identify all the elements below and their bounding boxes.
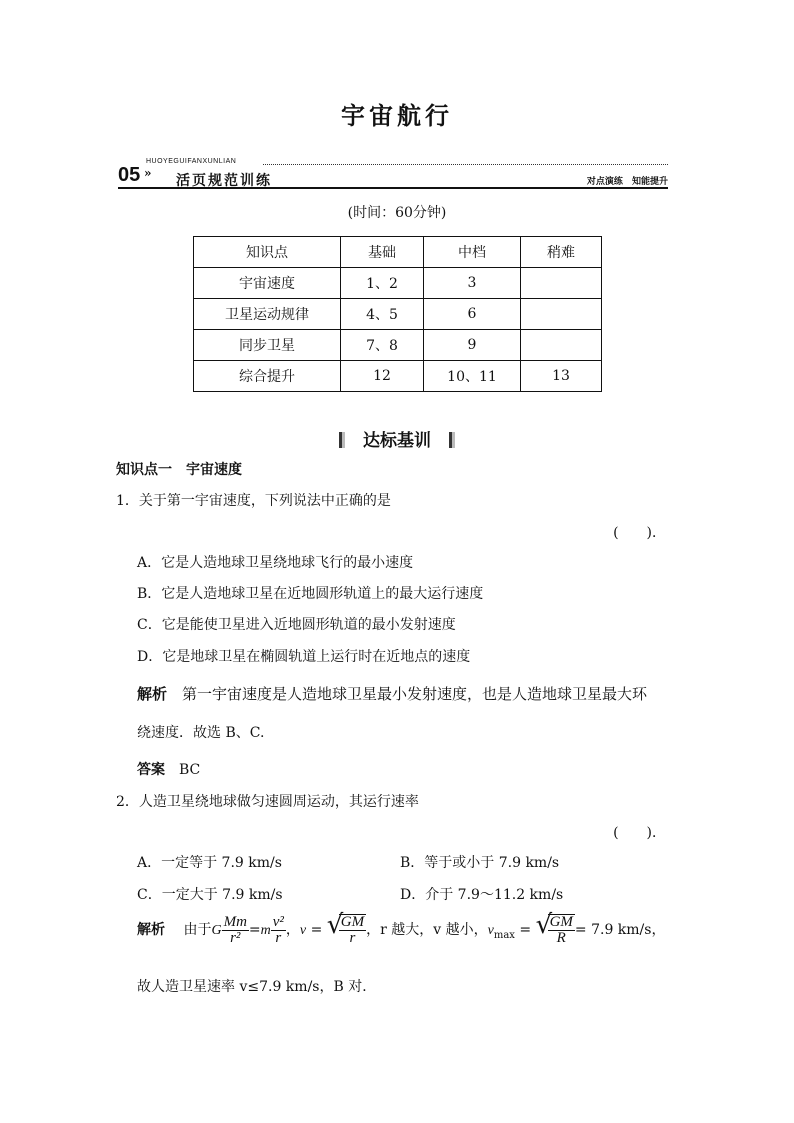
table-header: 稍难 xyxy=(521,237,602,268)
option-c: C．它是能使卫星进入近地圆形轨道的最小发射速度 xyxy=(137,617,456,633)
fraction-numerator: GM xyxy=(340,914,365,930)
time-note: (时间：60分钟) xyxy=(347,205,447,221)
formula-symbol: v xyxy=(487,923,494,938)
analysis-label: 解析 xyxy=(137,685,168,703)
table-cell: 13 xyxy=(521,361,602,392)
formula-symbol: G xyxy=(211,923,222,938)
table-row xyxy=(194,361,602,392)
table-cell: 4、5 xyxy=(341,299,424,330)
formula-symbol: v xyxy=(299,923,307,938)
knowledge-table xyxy=(193,236,602,392)
section-bar-icon xyxy=(449,432,455,448)
radical-icon: √ xyxy=(535,910,553,940)
fraction-denominator: r² xyxy=(230,929,241,946)
section-title: 达标基训 xyxy=(363,431,431,451)
formula-subscript: max xyxy=(493,929,515,941)
table-cell: 9 xyxy=(424,330,521,361)
formula-symbol: = xyxy=(306,922,327,938)
question-stem: 2．人造卫星绕地球做匀速圆周运动，其运行速率 xyxy=(116,794,419,810)
option-b: B．等于或小于 7.9 km/s xyxy=(400,855,560,871)
table-cell: 1、2 xyxy=(341,268,424,299)
table-header-row xyxy=(194,237,602,268)
table-cell xyxy=(521,299,602,330)
table-cell: 10、11 xyxy=(424,361,521,392)
formula-symbol: = xyxy=(248,922,261,938)
option-d: D．介于 7.9～11.2 km/s xyxy=(400,887,564,903)
section-banner xyxy=(118,158,668,188)
option-b: B．它是人造地球卫星在近地圆形轨道上的最大运行速度 xyxy=(137,586,484,602)
table-row xyxy=(194,299,602,330)
table-cell: 同步卫星 xyxy=(194,330,341,361)
table-cell: 7、8 xyxy=(341,330,424,361)
answer-blank: ( )． xyxy=(613,825,666,841)
table-cell: 3 xyxy=(424,268,521,299)
analysis-text: ，r 越大，v 越小， xyxy=(366,922,488,938)
fraction-denominator: R xyxy=(556,930,566,946)
analysis-text: 第一宇宙速度是人造地球卫星最小发射速度，也是人造地球卫星最大环 xyxy=(182,685,648,703)
table-row xyxy=(194,330,602,361)
banner-number: 05 xyxy=(118,164,141,186)
banner-arrow-icon: » xyxy=(144,166,152,180)
analysis-text: = 7.9 km/s， xyxy=(574,922,666,938)
answer-blank: ( )． xyxy=(613,525,666,541)
table-cell: 12 xyxy=(341,361,424,392)
option-d: D．它是地球卫星在椭圆轨道上运行时在近地点的速度 xyxy=(137,649,471,665)
answer xyxy=(137,759,200,779)
section-heading xyxy=(0,426,794,451)
banner-title: 活页规范训练 xyxy=(176,173,272,189)
banner-subtitle: 对点演练 知能提升 xyxy=(586,177,668,187)
table-header: 中档 xyxy=(424,237,521,268)
table-cell: 6 xyxy=(424,299,521,330)
table-cell: 综合提升 xyxy=(194,361,341,392)
square-root xyxy=(535,910,575,946)
fraction-numerator: v² xyxy=(272,913,284,930)
table-cell xyxy=(521,268,602,299)
option-a: A．一定等于 7.9 km/s xyxy=(137,855,282,871)
banner-rule xyxy=(118,187,668,189)
fraction xyxy=(222,915,249,946)
fraction-numerator: GM xyxy=(549,914,573,930)
formula-symbol: m xyxy=(260,923,271,938)
fraction-numerator: Mm xyxy=(223,913,247,930)
answer-value: BC xyxy=(179,762,201,778)
table-row xyxy=(194,268,602,299)
analysis-formula xyxy=(137,910,666,946)
page-title: 宇宙航行 xyxy=(341,101,453,130)
option-c: C．一定大于 7.9 km/s xyxy=(137,887,283,903)
answer-label: 答案 xyxy=(137,762,165,778)
formula-symbol: ， xyxy=(285,922,300,938)
knowledge-point-heading: 知识点一 宇宙速度 xyxy=(116,462,242,478)
option-a: A．它是人造地球卫星绕地球飞行的最小速度 xyxy=(137,555,414,571)
analysis xyxy=(137,683,647,704)
banner-pinyin: HUOYEGUIFANXUNLIAN xyxy=(146,158,237,165)
table-header: 知识点 xyxy=(194,237,341,268)
fraction xyxy=(271,915,286,946)
analysis-continued: 绕速度．故选 B、C. xyxy=(137,725,265,741)
fraction-denominator: r xyxy=(349,930,356,946)
radical-icon: √ xyxy=(326,910,344,940)
formula-symbol: = xyxy=(514,922,536,938)
fraction-denominator: r xyxy=(275,929,282,946)
analysis-text: 由于 xyxy=(183,922,212,938)
question-stem: 1．关于第一宇宙速度，下列说法中正确的是 xyxy=(116,493,391,509)
section-bar-icon xyxy=(339,432,345,448)
square-root xyxy=(326,910,366,946)
table-cell xyxy=(521,330,602,361)
banner-dotted-rule xyxy=(263,164,668,165)
analysis-label: 解析 xyxy=(137,922,165,938)
analysis-continued: 故人造卫星速率 v≤7.9 km/s，B 对． xyxy=(137,979,377,995)
table-cell: 卫星运动规律 xyxy=(194,299,341,330)
table-cell: 宇宙速度 xyxy=(194,268,341,299)
table-header: 基础 xyxy=(341,237,424,268)
